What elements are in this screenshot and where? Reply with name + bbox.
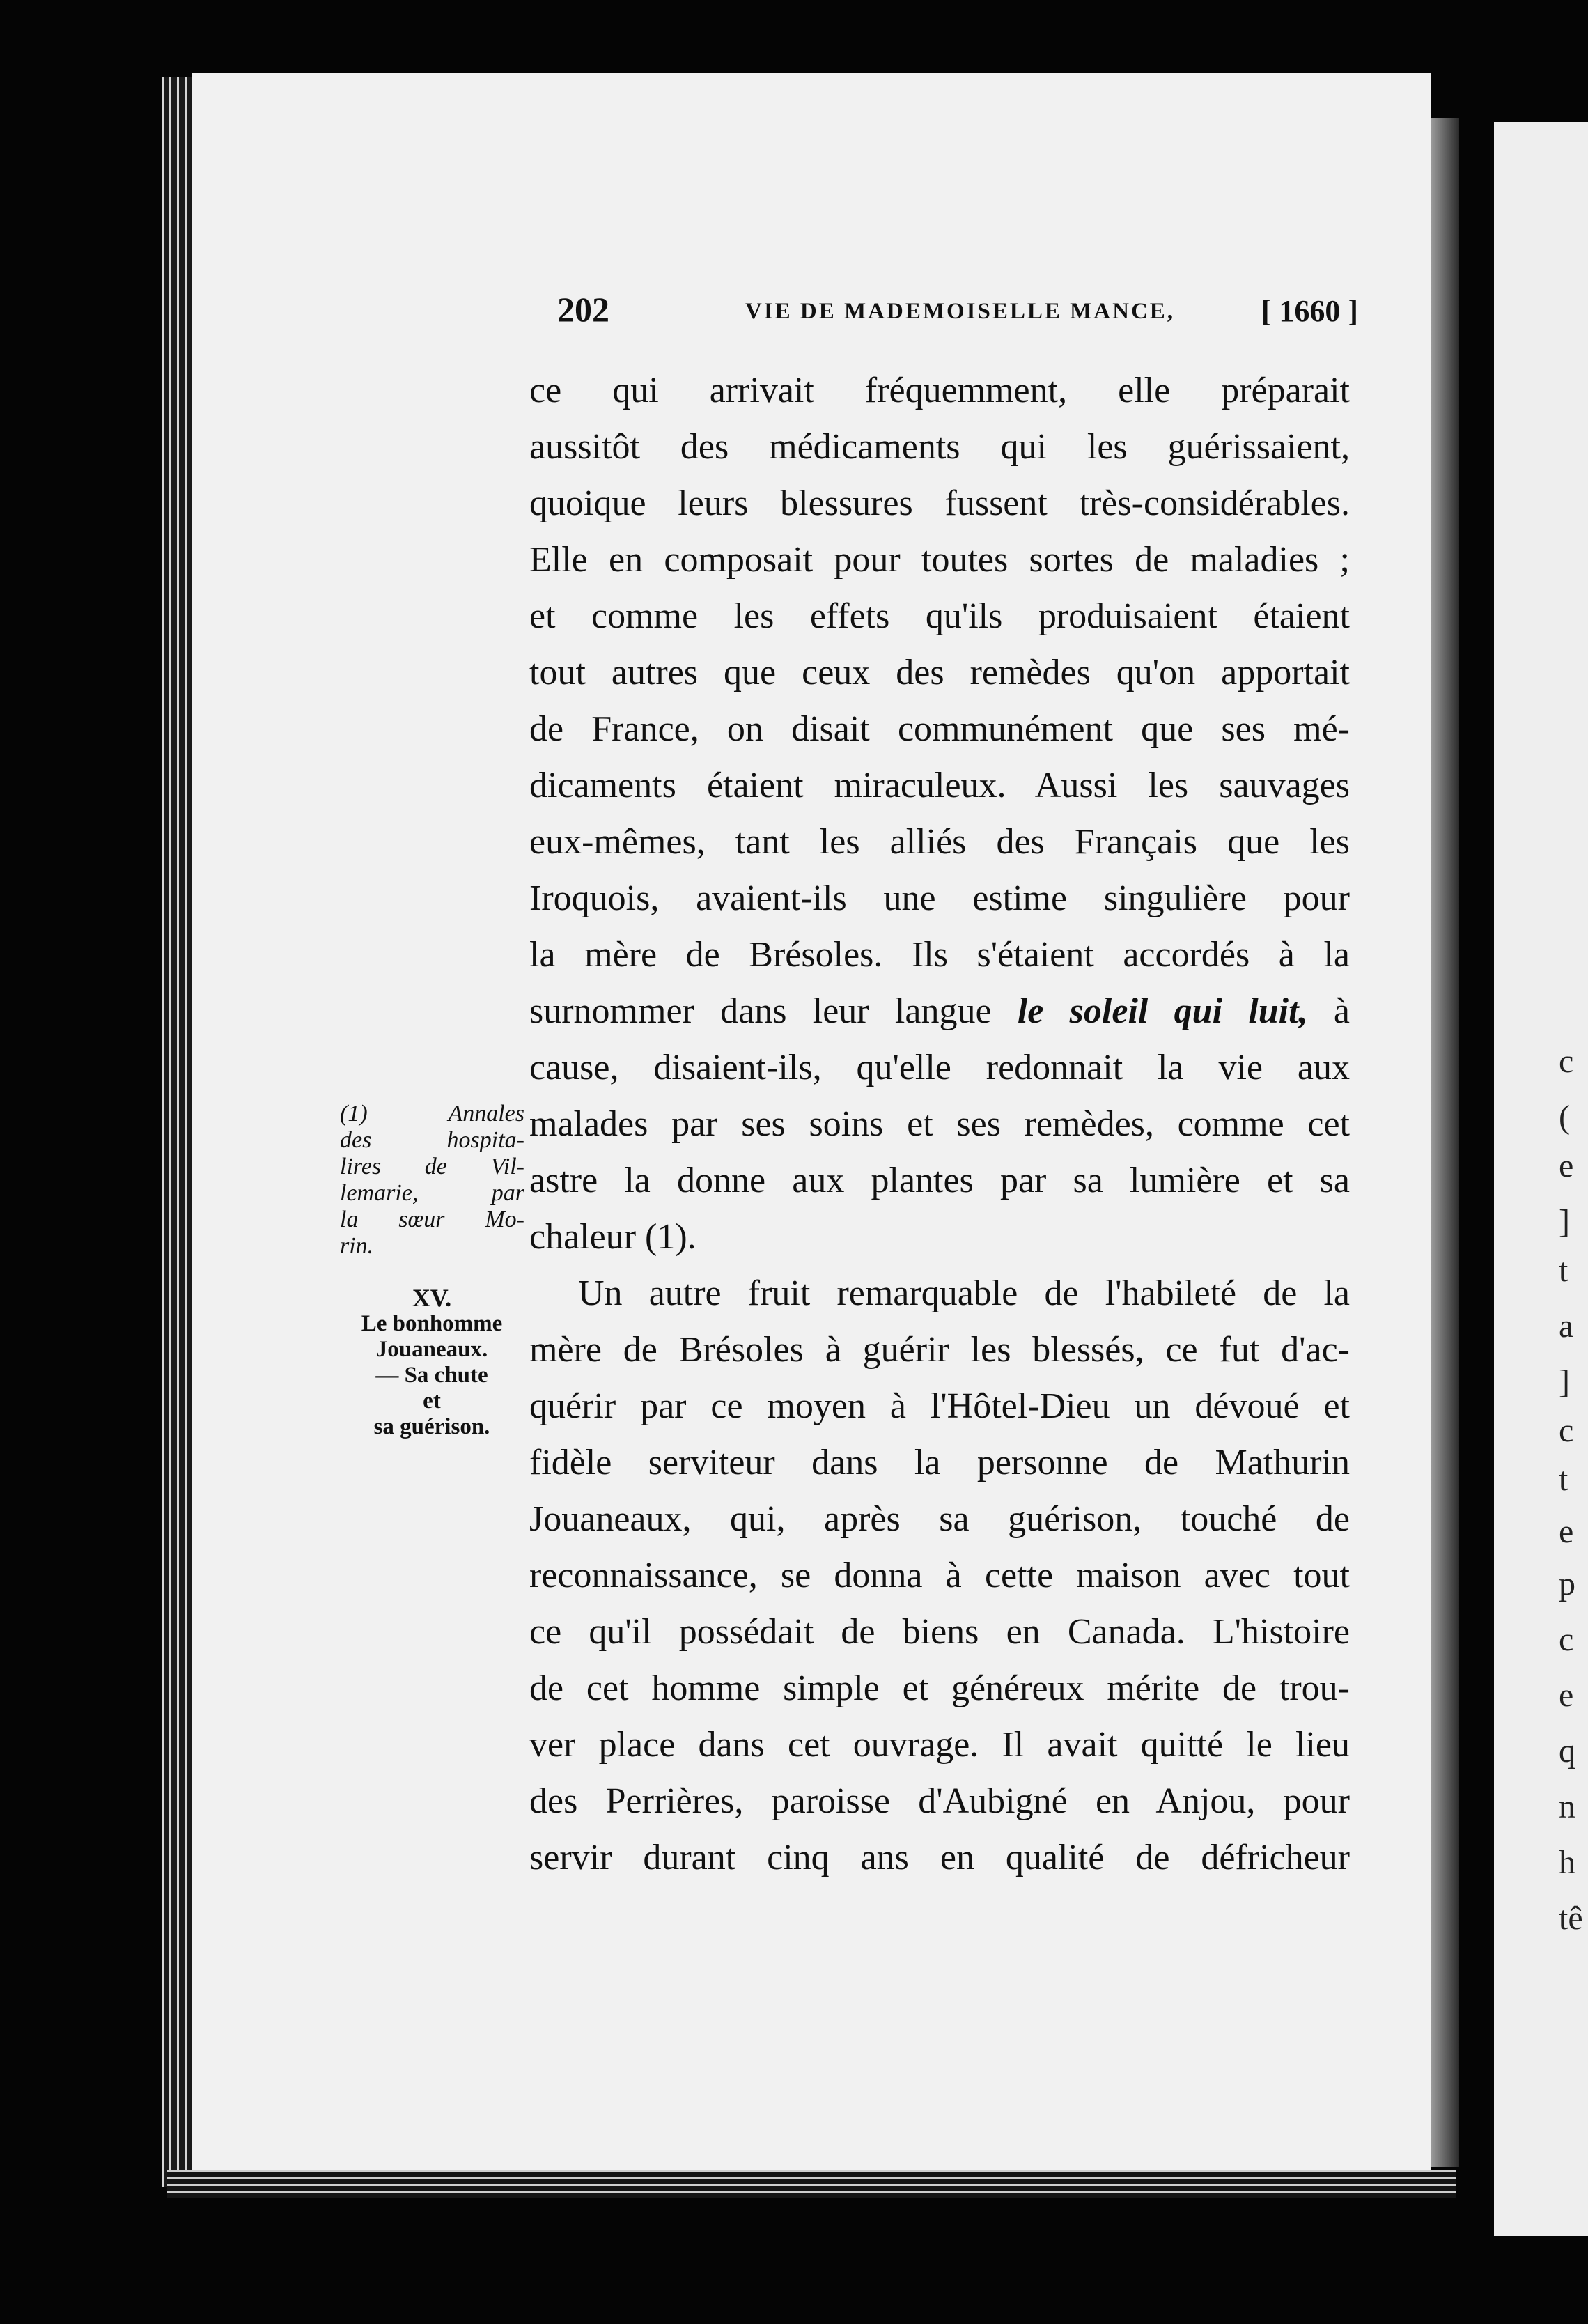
text-line: Iroquois, avaient-ils une estime singulière pour bbox=[529, 878, 1350, 918]
text-line: de cet homme simple et généreux mérite de trou- bbox=[529, 1668, 1350, 1708]
page-number: 202 bbox=[557, 290, 609, 329]
facing-page-fragment: c bbox=[1559, 1043, 1574, 1080]
footnote bbox=[340, 1101, 524, 1260]
bottom-page-edges bbox=[167, 2170, 1456, 2198]
footnote-line: des hospita- bbox=[340, 1127, 524, 1153]
page-gutter-shadow bbox=[1431, 118, 1459, 2167]
facing-page-fragment: a bbox=[1559, 1308, 1574, 1345]
text-line: des Perrières, paroisse d'Aubigné en Anjou, pour bbox=[529, 1781, 1350, 1821]
text-line: de France, on disait communément que ses mé- bbox=[529, 709, 1350, 749]
margin-heading-line: sa guérison. bbox=[373, 1414, 490, 1439]
text-line: et comme les effets qu'ils produisaient étaient bbox=[529, 596, 1350, 636]
text-line-end: à bbox=[1333, 991, 1350, 1031]
margin-heading-line: et bbox=[423, 1388, 441, 1413]
text-line: eux-mêmes, tant les alliés des Français que les bbox=[529, 822, 1350, 862]
text-line: servir durant cinq ans en qualité de défricheur bbox=[529, 1838, 1350, 1877]
facing-page-fragment: t bbox=[1559, 1252, 1568, 1289]
body-text bbox=[529, 362, 1350, 1886]
text-line-start: surnommer dans leur langue bbox=[529, 991, 992, 1031]
facing-page-fragment: e bbox=[1559, 1677, 1574, 1714]
margin-heading-line: — Sa chute bbox=[375, 1363, 488, 1388]
text-line: mère de Brésoles à guérir les blessés, ce fut d'ac- bbox=[529, 1330, 1350, 1370]
text-line: ce qui arrivait fréquemment, elle préparait bbox=[529, 371, 1350, 410]
facing-page-fragment: e bbox=[1559, 1147, 1574, 1184]
text-line: ver place dans cet ouvrage. Il avait quitté le lieu bbox=[529, 1725, 1350, 1765]
year-bracket: [ 1660 ] bbox=[1261, 294, 1358, 328]
text-line: reconnaissance, se donna à cette maison avec tout bbox=[529, 1556, 1350, 1595]
facing-page-fragment: t bbox=[1559, 1461, 1568, 1498]
text-line: Jouaneaux, qui, après sa guérison, touché de bbox=[529, 1499, 1350, 1539]
facing-page-fragment: ] bbox=[1559, 1363, 1570, 1400]
facing-page-fragment: n bbox=[1559, 1788, 1575, 1825]
facing-page-fragment: q bbox=[1559, 1733, 1575, 1769]
facing-page-fragment: c bbox=[1559, 1621, 1574, 1658]
text-line: la mère de Brésoles. Ils s'étaient accordés à la bbox=[529, 935, 1350, 975]
text-line: malades par ses soins et ses remèdes, comme cet bbox=[529, 1104, 1350, 1144]
text-line: fidèle serviteur dans la personne de Mathurin bbox=[529, 1443, 1350, 1482]
section-numeral: XV. bbox=[412, 1284, 452, 1312]
facing-page-fragment: e bbox=[1559, 1513, 1574, 1550]
text-line-with-italic bbox=[529, 983, 1350, 1039]
footnote-line: (1) Annales bbox=[340, 1101, 524, 1126]
facing-page-fragment: ] bbox=[1559, 1203, 1570, 1240]
margin-heading-line: Le bonhomme bbox=[361, 1311, 503, 1336]
facing-page-fragment: tê bbox=[1559, 1900, 1583, 1937]
margin-heading bbox=[334, 1285, 529, 1440]
text-line: chaleur (1). bbox=[529, 1217, 696, 1257]
facing-page-fragment: c bbox=[1559, 1412, 1574, 1449]
page-edge-stack bbox=[162, 77, 193, 2187]
italic-phrase: le soleil qui luit, bbox=[1017, 991, 1308, 1031]
text-line: quoique leurs blessures fussent très-considérables. bbox=[529, 483, 1350, 523]
facing-page-fragment: ( bbox=[1559, 1099, 1570, 1136]
text-line: Un autre fruit remarquable de l'habileté de la bbox=[578, 1273, 1350, 1313]
text-line: quérir par ce moyen à l'Hôtel-Dieu un dévoué et bbox=[529, 1386, 1350, 1426]
text-line: tout autres que ceux des remèdes qu'on apportait bbox=[529, 653, 1350, 692]
footnote-line: la sœur Mo- bbox=[340, 1207, 524, 1232]
running-title: VIE DE MADEMOISELLE MANCE, bbox=[745, 299, 1176, 324]
footnote-line: rin. bbox=[340, 1233, 374, 1259]
page-header bbox=[557, 289, 1358, 338]
text-line: cause, disaient-ils, qu'elle redonnait la vie aux bbox=[529, 1048, 1350, 1087]
text-line: astre la donne aux plantes par sa lumière et sa bbox=[529, 1161, 1350, 1200]
facing-page-fragment: p bbox=[1559, 1565, 1575, 1602]
text-line: ce qu'il possédait de biens en Canada. L'histoire bbox=[529, 1612, 1350, 1652]
footnote-line: lemarie, par bbox=[340, 1180, 524, 1206]
facing-page-fragment: h bbox=[1559, 1844, 1575, 1881]
text-line: dicaments étaient miraculeux. Aussi les sauvages bbox=[529, 766, 1350, 805]
text-line: aussitôt des médicaments qui les guérissaient, bbox=[529, 427, 1350, 467]
footnote-line: lires de Vil- bbox=[340, 1154, 524, 1179]
margin-heading-line: Jouaneaux. bbox=[375, 1337, 488, 1362]
text-line: Elle en composait pour toutes sortes de maladies ; bbox=[529, 540, 1350, 580]
